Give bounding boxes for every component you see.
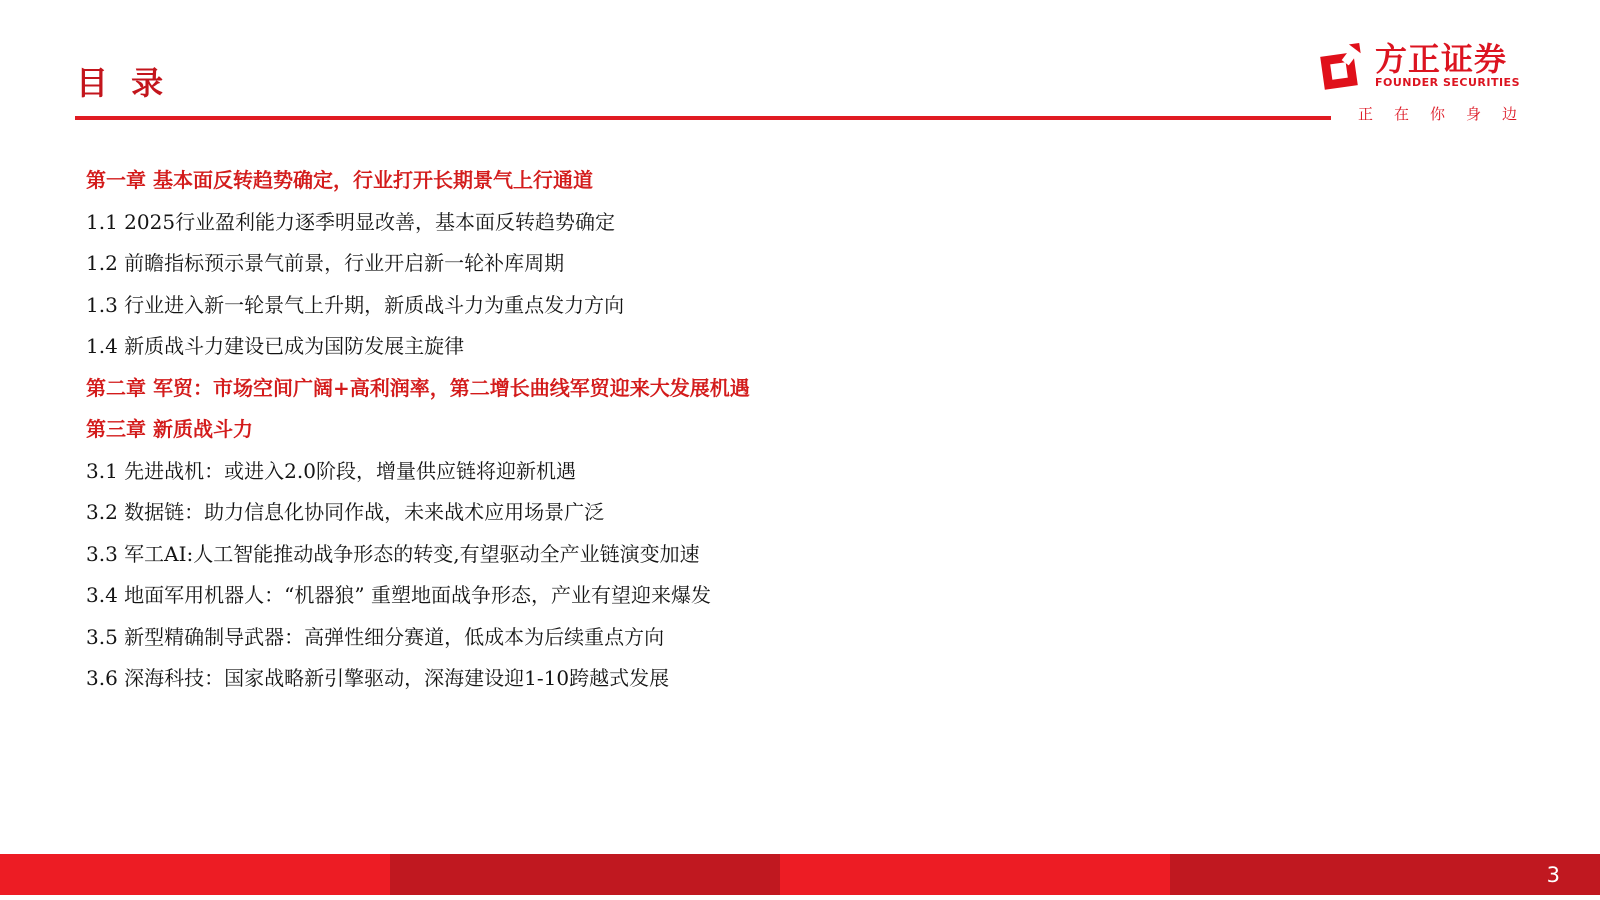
toc-section-1-2: 1.2 前瞻指标预示景气前景，行业开启新一轮补库周期	[86, 251, 565, 275]
footer-segment	[0, 854, 390, 895]
title-rule	[75, 116, 1331, 120]
footer-segment	[780, 854, 1170, 895]
toc-chapter-1: 第一章 基本面反转趋势确定，行业打开长期景气上行通道	[86, 168, 593, 192]
toc-chapter-3: 第三章 新质战斗力	[86, 417, 253, 441]
founder-logo-icon	[1313, 42, 1365, 100]
footer-bar	[0, 854, 1600, 895]
toc-section-1-4: 1.4 新质战斗力建设已成为国防发展主旋律	[86, 334, 465, 358]
brand-name-cn: 方正证券	[1375, 40, 1508, 78]
toc-section-3-4: 3.4 地面军用机器人：“机器狼” 重塑地面战争形态，产业有望迎来爆发	[86, 583, 711, 607]
brand-name-en: FOUNDER SECURITIES	[1375, 76, 1520, 89]
toc-section-3-3: 3.3 军工AI:人工智能推动战争形态的转变,有望驱动全产业链演变加速	[86, 541, 700, 566]
toc-section-3-6: 3.6 深海科技：国家战略新引擎驱动，深海建设迎1-10跨越式发展	[86, 666, 670, 690]
toc-chapter-2: 第二章 军贸：市场空间广阔+高利润率，第二增长曲线军贸迎来大发展机遇	[86, 375, 750, 400]
toc-section-1-1: 1.1 2025行业盈利能力逐季明显改善，基本面反转趋势确定	[86, 209, 616, 234]
brand-block	[1313, 42, 1520, 100]
brand-text	[1375, 42, 1520, 90]
toc-section-1-3: 1.3 行业进入新一轮景气上升期，新质战斗力为重点发力方向	[86, 292, 625, 317]
toc-section-3-2: 3.2 数据链：助力信息化协同作战，未来战术应用场景广泛	[86, 500, 605, 524]
toc-section-3-5: 3.5 新型精确制导武器：高弹性细分赛道，低成本为后续重点方向	[86, 624, 665, 649]
table-of-contents	[86, 160, 750, 700]
brand-tagline: 正 在 你 身 边	[1357, 105, 1520, 123]
page-title: 目 录	[76, 64, 170, 102]
page-number: 3	[1170, 854, 1600, 895]
toc-section-3-1: 3.1 先进战机：或进入2.0阶段，增量供应链将迎新机遇	[86, 458, 576, 483]
footer-segment	[390, 854, 780, 895]
